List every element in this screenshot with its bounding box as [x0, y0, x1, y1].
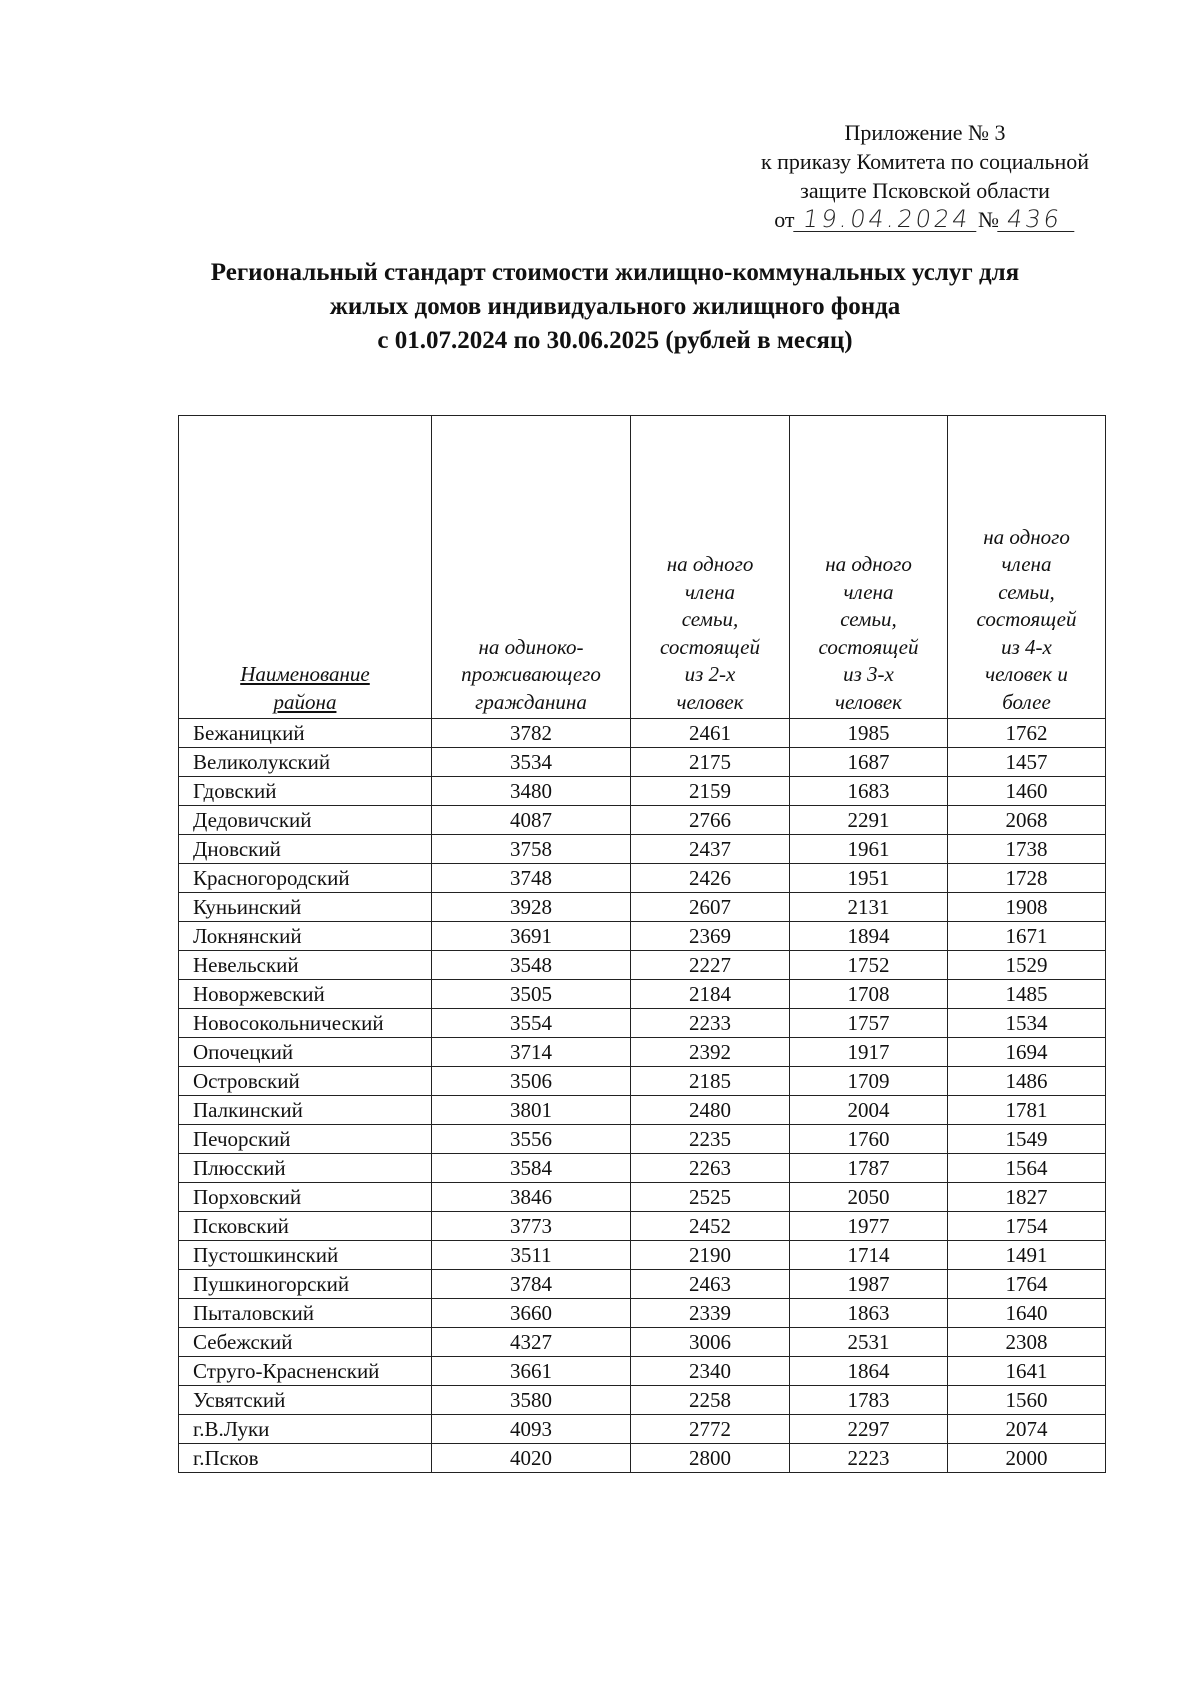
value-cell: 3480 — [432, 777, 631, 806]
value-cell: 1961 — [790, 835, 948, 864]
value-cell: 2004 — [790, 1096, 948, 1125]
header-word: семьи, — [681, 607, 739, 631]
value-cell: 3661 — [432, 1357, 631, 1386]
value-cell: 1760 — [790, 1125, 948, 1154]
value-cell: 2258 — [631, 1386, 790, 1415]
table-header-row — [179, 416, 1106, 719]
value-cell: 1708 — [790, 980, 948, 1009]
district-name-cell: Палкинский — [179, 1096, 432, 1125]
header-word: Наименование — [240, 662, 370, 686]
value-cell: 3511 — [432, 1241, 631, 1270]
value-cell: 1671 — [948, 922, 1106, 951]
value-cell: 2227 — [631, 951, 790, 980]
appendix-header — [730, 118, 1120, 234]
value-cell: 3691 — [432, 922, 631, 951]
value-cell: 2050 — [790, 1183, 948, 1212]
value-cell: 1485 — [948, 980, 1106, 1009]
value-cell: 2800 — [631, 1444, 790, 1473]
value-cell: 2297 — [790, 1415, 948, 1444]
value-cell: 3782 — [432, 719, 631, 748]
district-name-cell: Себежский — [179, 1328, 432, 1357]
district-name-cell: Бежаницкий — [179, 719, 432, 748]
value-cell: 3534 — [432, 748, 631, 777]
value-cell: 1641 — [948, 1357, 1106, 1386]
value-cell: 2480 — [631, 1096, 790, 1125]
header-word: на одиноко- — [478, 634, 584, 659]
table-row — [179, 1386, 1106, 1415]
value-cell: 3505 — [432, 980, 631, 1009]
table-row — [179, 777, 1106, 806]
title-line-3: с 01.07.2024 по 30.06.2025 (рублей в месяц) — [377, 327, 853, 354]
value-cell: 2426 — [631, 864, 790, 893]
table-row — [179, 893, 1106, 922]
value-cell: 4087 — [432, 806, 631, 835]
value-cell: 3784 — [432, 1270, 631, 1299]
header-word: из 2-х — [684, 662, 736, 686]
value-cell: 1752 — [790, 951, 948, 980]
header-word: из 3-х — [843, 662, 894, 686]
value-cell: 2531 — [790, 1328, 948, 1357]
value-cell: 1709 — [790, 1067, 948, 1096]
header-word: человек и — [985, 662, 1068, 686]
value-cell: 1863 — [790, 1299, 948, 1328]
value-cell: 1754 — [948, 1212, 1106, 1241]
value-cell: 2339 — [631, 1299, 790, 1328]
table-row — [179, 719, 1106, 748]
header-word: из 4-х — [1001, 634, 1052, 659]
title-line-2: жилых домов индивидуального жилищного фонда — [329, 293, 901, 320]
table-row — [179, 1038, 1106, 1067]
column-header-2 — [432, 416, 631, 719]
order-reference: к приказу Комитета по социальной — [760, 149, 1090, 174]
standards-table — [178, 415, 1106, 1473]
document-title — [150, 256, 1080, 358]
value-cell: 1864 — [790, 1357, 948, 1386]
table-row — [179, 748, 1106, 777]
value-cell: 4093 — [432, 1415, 631, 1444]
value-cell: 3660 — [432, 1299, 631, 1328]
value-cell: 1486 — [948, 1067, 1106, 1096]
table-row — [179, 835, 1106, 864]
value-cell: 2452 — [631, 1212, 790, 1241]
header-word: состоящей — [660, 634, 760, 659]
value-cell: 2185 — [631, 1067, 790, 1096]
value-cell: 2184 — [631, 980, 790, 1009]
district-name-cell: Дедовичский — [179, 806, 432, 835]
value-cell: 1728 — [948, 864, 1106, 893]
value-cell: 2340 — [631, 1357, 790, 1386]
header-word: семьи, — [998, 579, 1055, 604]
header-word: района — [273, 689, 337, 714]
header-word: человек — [676, 689, 744, 714]
table-row — [179, 1444, 1106, 1473]
district-name-cell: Струго-Красненский — [179, 1357, 432, 1386]
value-cell: 1783 — [790, 1386, 948, 1415]
value-cell: 2000 — [948, 1444, 1106, 1473]
value-cell: 3846 — [432, 1183, 631, 1212]
handwritten-date: 19.04.2024 — [793, 207, 980, 232]
value-cell: 1714 — [790, 1241, 948, 1270]
value-cell: 1457 — [948, 748, 1106, 777]
table-row — [179, 1154, 1106, 1183]
table-row — [179, 1241, 1106, 1270]
value-cell: 2463 — [631, 1270, 790, 1299]
value-cell: 3554 — [432, 1009, 631, 1038]
header-word: более — [1002, 689, 1051, 714]
column-header-3 — [631, 416, 790, 719]
value-cell: 1460 — [948, 777, 1106, 806]
table-row — [179, 1067, 1106, 1096]
district-name-cell: Усвятский — [179, 1386, 432, 1415]
value-cell: 4327 — [432, 1328, 631, 1357]
table-row — [179, 1096, 1106, 1125]
value-cell: 2190 — [631, 1241, 790, 1270]
handwritten-order-number: 436 — [997, 207, 1077, 232]
value-cell: 1534 — [948, 1009, 1106, 1038]
value-cell: 2175 — [631, 748, 790, 777]
table-row — [179, 1357, 1106, 1386]
value-cell: 1564 — [948, 1154, 1106, 1183]
header-word: члена — [685, 579, 735, 604]
value-cell: 3584 — [432, 1154, 631, 1183]
table-row — [179, 1415, 1106, 1444]
table-row — [179, 1125, 1106, 1154]
value-cell: 3548 — [432, 951, 631, 980]
header-word: на одного — [825, 552, 912, 576]
value-cell: 3714 — [432, 1038, 631, 1067]
district-name-cell: Новосокольнический — [179, 1009, 432, 1038]
value-cell: 3748 — [432, 864, 631, 893]
value-cell: 1985 — [790, 719, 948, 748]
header-word: на одного — [983, 524, 1070, 549]
district-name-cell: Псковский — [179, 1212, 432, 1241]
title-line-1: Региональный стандарт стоимости жилищно-коммунальных услуг для — [210, 259, 1020, 286]
district-name-cell: Локнянский — [179, 922, 432, 951]
table-row — [179, 1183, 1106, 1212]
value-cell: 1951 — [790, 864, 948, 893]
value-cell: 3928 — [432, 893, 631, 922]
district-name-cell: Дновский — [179, 835, 432, 864]
value-cell: 1917 — [790, 1038, 948, 1067]
district-name-cell: Печорский — [179, 1125, 432, 1154]
value-cell: 3773 — [432, 1212, 631, 1241]
value-cell: 1738 — [948, 835, 1106, 864]
column-header-1 — [179, 416, 432, 719]
district-name-cell: Красногородский — [179, 864, 432, 893]
value-cell: 1787 — [790, 1154, 948, 1183]
value-cell: 1640 — [948, 1299, 1106, 1328]
table-row — [179, 922, 1106, 951]
value-cell: 3758 — [432, 835, 631, 864]
table-row — [179, 1270, 1106, 1299]
header-word: члена — [843, 579, 894, 604]
value-cell: 1827 — [948, 1183, 1106, 1212]
header-word: гражданина — [475, 689, 587, 714]
district-name-cell: Невельский — [179, 951, 432, 980]
district-name-cell: Порховский — [179, 1183, 432, 1212]
header-word: на одного — [666, 552, 754, 576]
value-cell: 1764 — [948, 1270, 1106, 1299]
value-cell: 2223 — [790, 1444, 948, 1473]
header-word: семьи, — [840, 607, 897, 631]
district-name-cell: Великолукский — [179, 748, 432, 777]
header-word: человек — [835, 689, 902, 714]
value-cell: 1757 — [790, 1009, 948, 1038]
district-name-cell: Новоржевский — [179, 980, 432, 1009]
header-word: проживающего — [461, 662, 601, 686]
value-cell: 1977 — [790, 1212, 948, 1241]
value-cell: 1987 — [790, 1270, 948, 1299]
value-cell: 2392 — [631, 1038, 790, 1067]
value-cell: 1694 — [948, 1038, 1106, 1067]
district-name-cell: Опочецкий — [179, 1038, 432, 1067]
value-cell: 2772 — [631, 1415, 790, 1444]
column-header-4 — [790, 416, 948, 719]
value-cell: 2525 — [631, 1183, 790, 1212]
header-word: состоящей — [976, 607, 1077, 631]
value-cell: 3580 — [432, 1386, 631, 1415]
date-prefix: от — [774, 207, 795, 232]
column-header-5 — [948, 416, 1106, 719]
value-cell: 2233 — [631, 1009, 790, 1038]
appendix-number: Приложение № 3 — [844, 120, 1006, 145]
table-row — [179, 864, 1106, 893]
district-name-cell: Плюсский — [179, 1154, 432, 1183]
value-cell: 2159 — [631, 777, 790, 806]
value-cell: 2369 — [631, 922, 790, 951]
value-cell: 1762 — [948, 719, 1106, 748]
value-cell: 4020 — [432, 1444, 631, 1473]
committee-name: защите Псковской области — [800, 178, 1050, 203]
district-name-cell: Гдовский — [179, 777, 432, 806]
table-row — [179, 1299, 1106, 1328]
value-cell: 3506 — [432, 1067, 631, 1096]
value-cell: 2766 — [631, 806, 790, 835]
order-date-number — [730, 205, 1120, 234]
value-cell: 2263 — [631, 1154, 790, 1183]
district-name-cell: Пушкиногорский — [179, 1270, 432, 1299]
value-cell: 1549 — [948, 1125, 1106, 1154]
district-name-cell: г.В.Луки — [179, 1415, 432, 1444]
value-cell: 2074 — [948, 1415, 1106, 1444]
table-row — [179, 1212, 1106, 1241]
value-cell: 3556 — [432, 1125, 631, 1154]
table-row — [179, 806, 1106, 835]
value-cell: 2235 — [631, 1125, 790, 1154]
table-row — [179, 1009, 1106, 1038]
number-prefix: № — [977, 207, 999, 232]
district-name-cell: Куньинский — [179, 893, 432, 922]
value-cell: 2131 — [790, 893, 948, 922]
district-name-cell: Островский — [179, 1067, 432, 1096]
table-row — [179, 980, 1106, 1009]
value-cell: 1529 — [948, 951, 1106, 980]
value-cell: 2308 — [948, 1328, 1106, 1357]
value-cell: 2607 — [631, 893, 790, 922]
value-cell: 3801 — [432, 1096, 631, 1125]
header-word: состоящей — [818, 634, 919, 659]
value-cell: 3006 — [631, 1328, 790, 1357]
value-cell: 1560 — [948, 1386, 1106, 1415]
table-row — [179, 1328, 1106, 1357]
value-cell: 1683 — [790, 777, 948, 806]
value-cell: 2291 — [790, 806, 948, 835]
value-cell: 2068 — [948, 806, 1106, 835]
table-body — [179, 719, 1106, 1473]
district-name-cell: Пустошкинский — [179, 1241, 432, 1270]
header-word: члена — [1001, 552, 1052, 576]
value-cell: 1894 — [790, 922, 948, 951]
value-cell: 2437 — [631, 835, 790, 864]
district-name-cell: Пыталовский — [179, 1299, 432, 1328]
value-cell: 1781 — [948, 1096, 1106, 1125]
value-cell: 1491 — [948, 1241, 1106, 1270]
district-name-cell: г.Псков — [179, 1444, 432, 1473]
value-cell: 2461 — [631, 719, 790, 748]
value-cell: 1908 — [948, 893, 1106, 922]
value-cell: 1687 — [790, 748, 948, 777]
table-row — [179, 951, 1106, 980]
